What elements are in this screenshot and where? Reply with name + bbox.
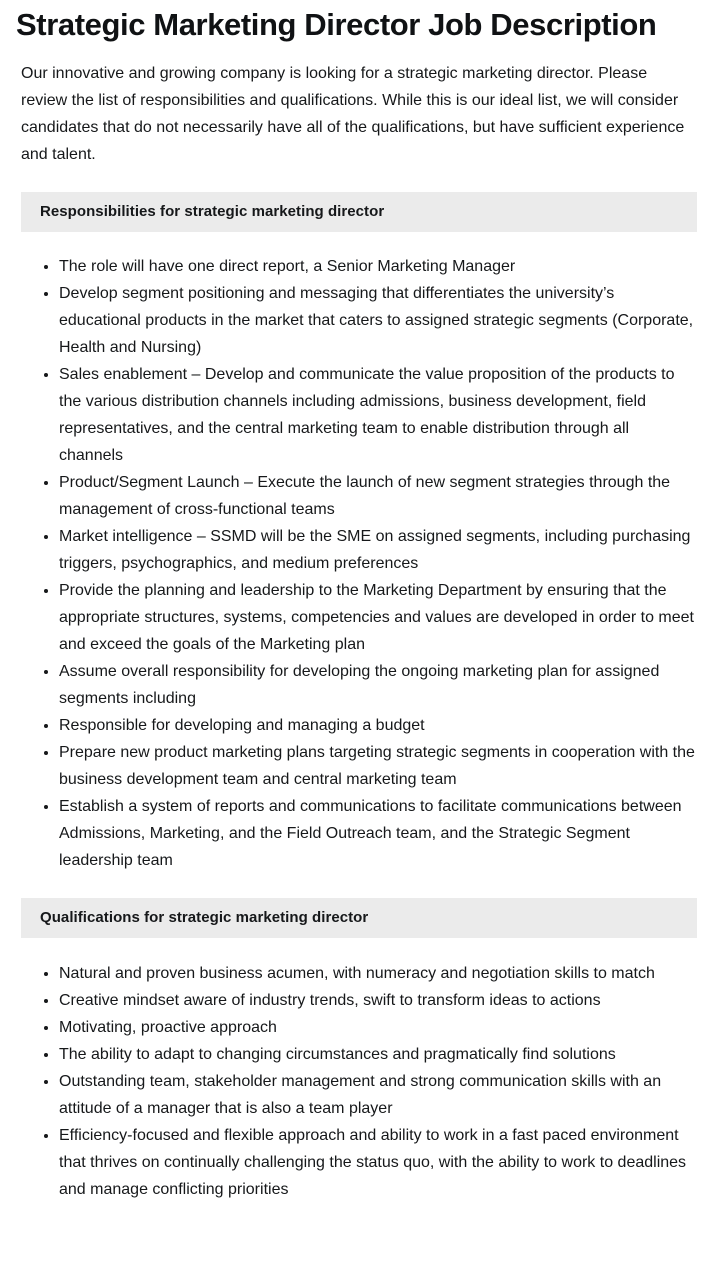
responsibilities-list bbox=[0, 232, 720, 874]
section-header-label: Responsibilities for strategic marketing director bbox=[40, 203, 385, 220]
list-item: Sales enablement – Develop and communicate the value proposition of the products to the various distribution channels including admissions, business development, field representatives, and the central marketing team to enable distribution through all channels bbox=[0, 361, 696, 469]
list-item: Product/Segment Launch – Execute the launch of new segment strategies through the management of cross-functional teams bbox=[0, 469, 696, 523]
list-item: The role will have one direct report, a Senior Marketing Manager bbox=[0, 253, 696, 280]
qualifications-list bbox=[0, 938, 720, 1203]
section-header-qualifications bbox=[21, 898, 697, 938]
list-item: Prepare new product marketing plans targeting strategic segments in cooperation with the business development team and central marketing team bbox=[0, 739, 696, 793]
intro-paragraph: Our innovative and growing company is looking for a strategic marketing director. Please review the list of responsibilities and qualifications. While this is our ideal list, we will consider candidates that do not necessarily have all of the qualifications, but have sufficient experience and talent. bbox=[21, 65, 685, 163]
section-qualifications bbox=[0, 898, 720, 1203]
list-item: Motivating, proactive approach bbox=[0, 1014, 696, 1041]
list-item: Establish a system of reports and communications to facilitate communications between Admissions, Marketing, and the Field Outreach team, and the Strategic Segment leadership team bbox=[0, 793, 696, 874]
section-header-label: Qualifications for strategic marketing director bbox=[40, 909, 369, 926]
list-item: Natural and proven business acumen, with numeracy and negotiation skills to match bbox=[0, 960, 696, 987]
list-item: Assume overall responsibility for developing the ongoing marketing plan for assigned segments including bbox=[0, 658, 696, 712]
page-bottom-spacer bbox=[0, 1203, 720, 1229]
list-item: Develop segment positioning and messaging that differentiates the university’s educational products in the market that caters to assigned strategic segments (Corporate, Health and Nursing) bbox=[0, 280, 696, 361]
section-header-responsibilities bbox=[21, 192, 697, 232]
list-item: The ability to adapt to changing circumstances and pragmatically find solutions bbox=[0, 1041, 696, 1068]
list-item: Market intelligence – SSMD will be the SME on assigned segments, including purchasing triggers, psychographics, and medium preferences bbox=[0, 523, 696, 577]
list-item: Efficiency-focused and flexible approach and ability to work in a fast paced environment that thrives on continually challenging the status quo, with the ability to work to deadlines and manage conflicting priorities bbox=[0, 1122, 696, 1203]
list-item: Outstanding team, stakeholder management and strong communication skills with an attitude of a manager that is also a team player bbox=[0, 1068, 696, 1122]
list-item: Responsible for developing and managing a budget bbox=[0, 712, 696, 739]
list-item: Provide the planning and leadership to the Marketing Department by ensuring that the appropriate structures, systems, competencies and values are developed in order to meet and exceed the goals of the Marketing plan bbox=[0, 577, 696, 658]
list-item: Creative mindset aware of industry trends, swift to transform ideas to actions bbox=[0, 987, 696, 1014]
section-responsibilities bbox=[0, 192, 720, 874]
page-title: Strategic Marketing Director Job Description bbox=[16, 7, 657, 42]
